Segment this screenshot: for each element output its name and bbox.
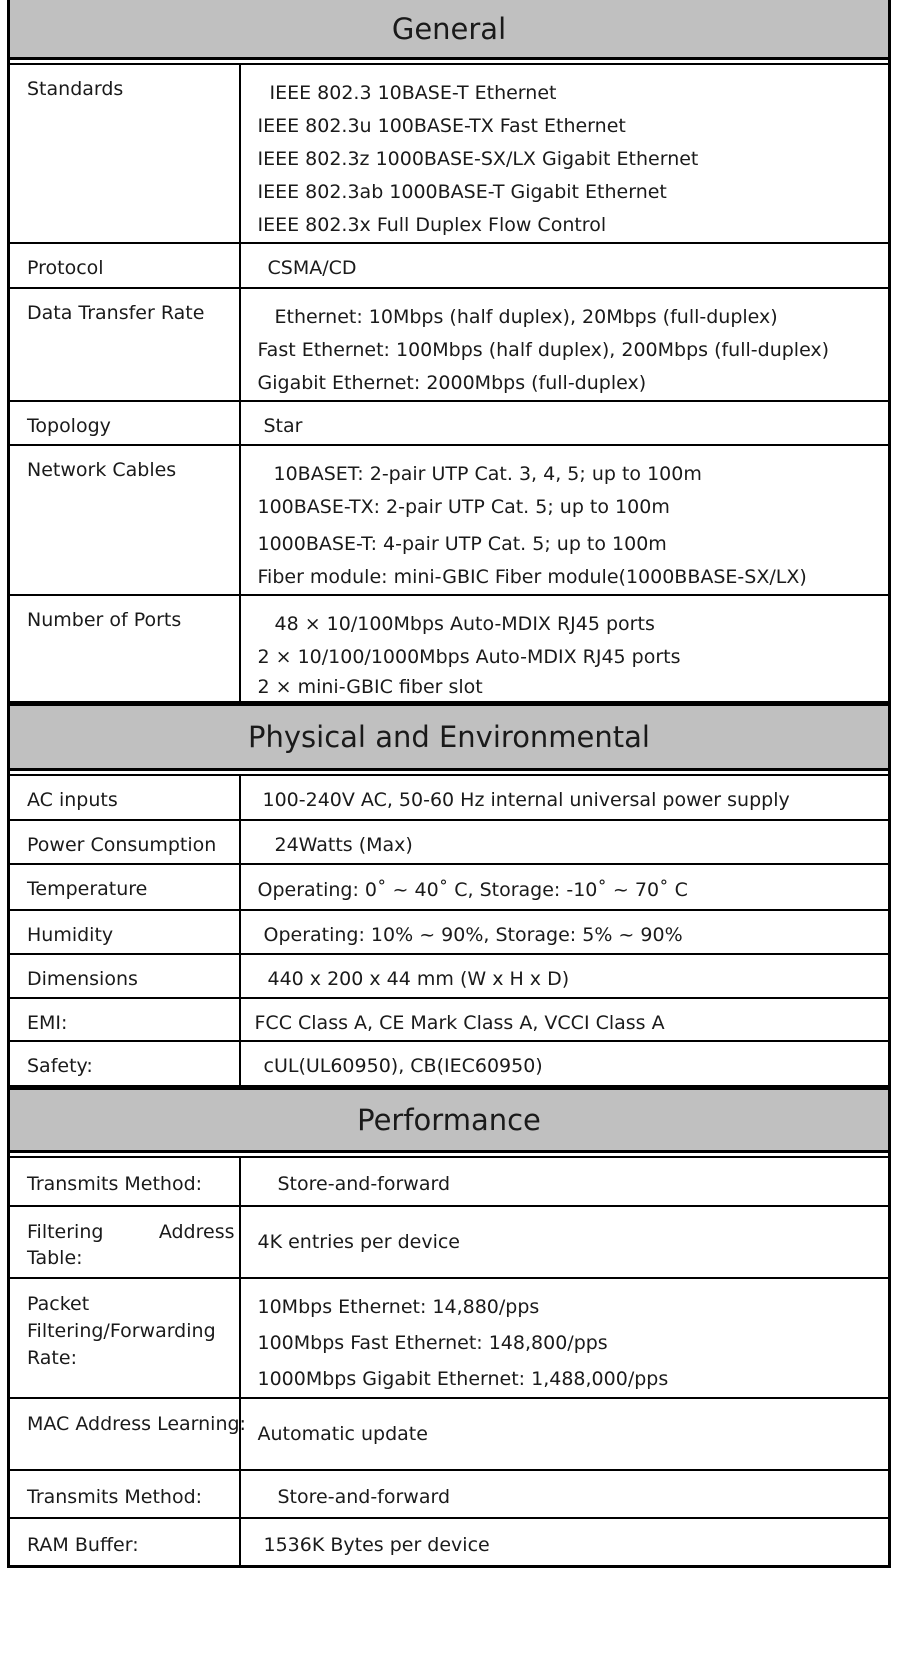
row-label: RAM Buffer: [9,1518,240,1566]
table-row [9,401,890,445]
table-row [9,445,890,595]
table-row [9,1041,890,1086]
row-value: CSMA/CD [240,243,890,288]
row-value: IEEE 802.3 10BASE-T Ethernet IEEE 802.3u 100BASE-TX Fast Ethernet IEEE 802.3z 1000BASE-SX/LX Gigabit Ethernet IEEE 802.3ab 1000BASE-T Gigabit Ethernet IEEE 802.3x Full Duplex Flow Control [240,64,890,243]
row-value: Ethernet: 10Mbps (half duplex), 20Mbps (full-duplex) Fast Ethernet: 100Mbps (half duplex), 200Mbps (full-duplex) Gigabit Ethernet: 2000Mbps (full-duplex) [240,288,890,401]
section-title: Physical and Environmental [248,720,650,754]
spec-sheet [7,0,891,1568]
row-value: FCC Class A, CE Mark Class A, VCCI Class A [240,998,890,1041]
physical-table [7,774,891,1087]
row-label: AC inputs [9,775,240,820]
table-row [9,998,890,1041]
table-row [9,1206,890,1278]
row-value: 10Mbps Ethernet: 14,880/pps 100Mbps Fast Ethernet: 148,800/pps 1000Mbps Gigabit Ethernet: 1,488,000/pps [240,1278,890,1398]
row-value: Automatic update [240,1398,890,1470]
row-label: Transmits Method: [9,1157,240,1206]
row-value: cUL(UL60950), CB(IEC60950) [240,1041,890,1086]
section-title: Performance [357,1103,541,1137]
table-row [9,910,890,954]
row-label: Dimensions [9,954,240,998]
table-row [9,820,890,864]
row-value: Operating: 10% ~ 90%, Storage: 5% ~ 90% [240,910,890,954]
row-label: Packet Filtering/Forwarding Rate: [9,1278,240,1398]
row-label: Topology [9,401,240,445]
row-value: Store-and-forward [240,1157,890,1206]
section-header-general [7,0,891,60]
row-label: Filtering Address Table: [9,1206,240,1278]
row-label: Safety: [9,1041,240,1086]
table-row [9,775,890,820]
row-value: Star [240,401,890,445]
row-label: Transmits Method: [9,1470,240,1518]
row-label: Temperature [9,864,240,910]
table-row [9,595,890,702]
row-label: Protocol [9,243,240,288]
table-row [9,243,890,288]
row-value: 440 x 200 x 44 mm (W x H x D) [240,954,890,998]
table-row [9,64,890,243]
row-label: Humidity [9,910,240,954]
row-label: Standards [9,64,240,243]
section-header-performance [7,1087,891,1153]
section-title: General [391,11,507,46]
performance-table [7,1156,891,1568]
row-value: 10BASET: 2-pair UTP Cat. 3, 4, 5; up to 100m 100BASE-TX: 2-pair UTP Cat. 5; up to 100m 1000BASE-T: 4-pair UTP Cat. 5; up to 100m Fiber module: mini-GBIC Fiber module(1000BBASE-SX/LX) [240,445,890,595]
row-label: Power Consumption [9,820,240,864]
general-table [7,63,891,703]
table-row [9,1518,890,1566]
row-value: Operating: 0˚ ~ 40˚ C, Storage: -10˚ ~ 70˚ C [240,864,890,910]
table-row [9,864,890,910]
table-row [9,1157,890,1206]
row-value: 100-240V AC, 50-60 Hz internal universal power supply [240,775,890,820]
row-label: Data Transfer Rate [9,288,240,401]
table-row [9,288,890,401]
row-value: 24Watts (Max) [240,820,890,864]
table-row [9,1278,890,1398]
row-value: 48 × 10/100Mbps Auto-MDIX RJ45 ports 2 × 10/100/1000Mbps Auto-MDIX RJ45 ports 2 × mini-GBIC fiber slot [240,595,890,702]
table-row [9,1470,890,1518]
row-label: MAC Address Learning: [9,1398,240,1470]
row-value: 1536K Bytes per device [240,1518,890,1566]
row-label: Number of Ports [9,595,240,702]
table-row [9,954,890,998]
row-label: EMI: [9,998,240,1041]
table-row [9,1398,890,1470]
row-label: Network Cables [9,445,240,595]
section-header-physical [7,703,891,771]
row-value: Store-and-forward [240,1470,890,1518]
row-value: 4K entries per device [240,1206,890,1278]
